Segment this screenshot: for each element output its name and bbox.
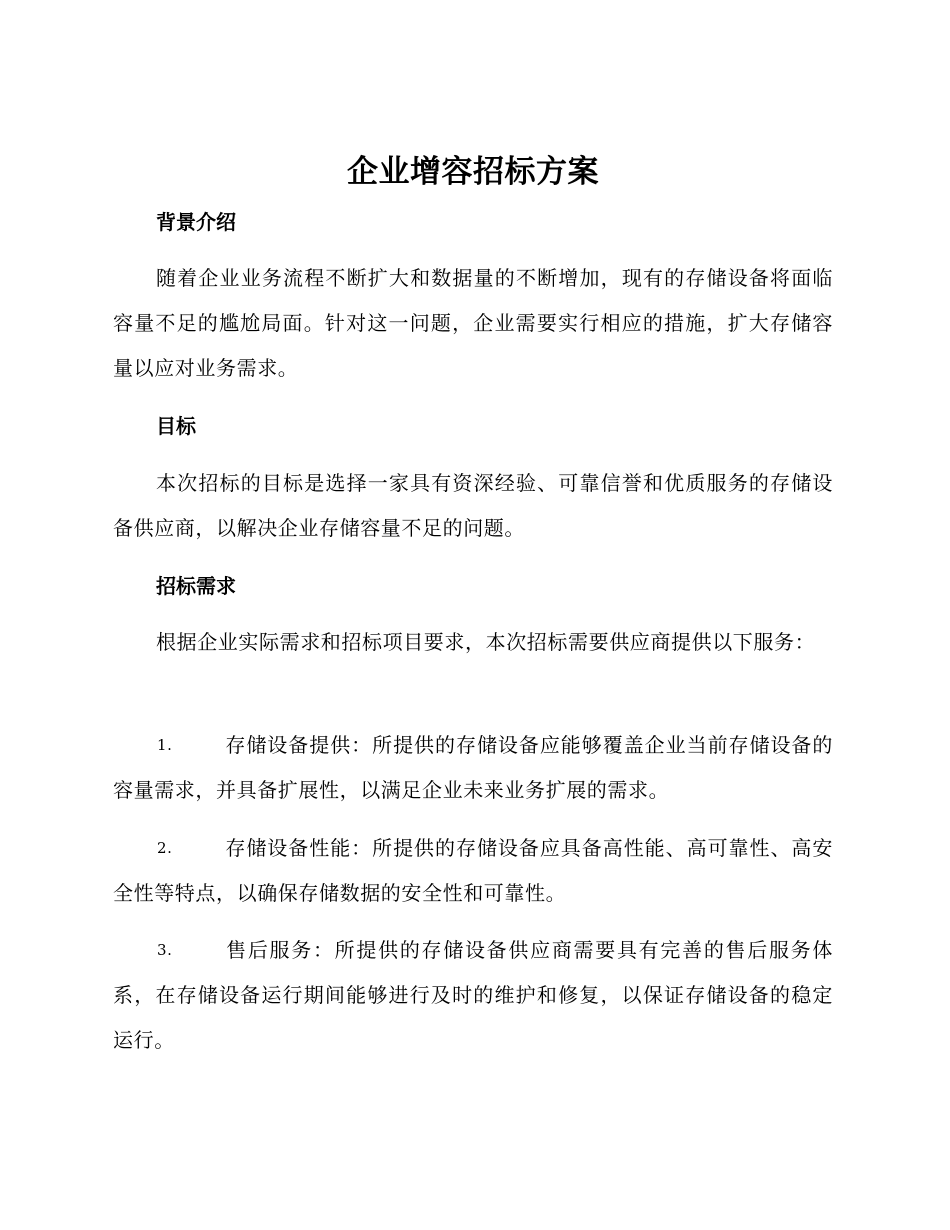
list-item-text: 存储设备性能：所提供的存储设备应具备高性能、高可靠性、高安全性等特点，以确保存储数据的安全性和可靠性。 [113, 836, 833, 905]
list-item [113, 826, 833, 916]
requirements-intro-paragraph: 根据企业实际需求和招标项目要求，本次招标需要供应商提供以下服务： [156, 630, 816, 654]
page-title: 企业增容招标方案 [347, 154, 599, 190]
list-item-number: 1. [157, 736, 173, 754]
list-item-number: 3. [157, 941, 173, 959]
goal-paragraph: 本次招标的目标是选择一家具有资深经验、可靠信誉和优质服务的存储设备供应商，以解决企业存储容量不足的问题。 [113, 471, 833, 540]
section-heading-goal: 目标 [156, 414, 196, 438]
list-item-text: 存储设备提供：所提供的存储设备应能够覆盖企业当前存储设备的容量需求，并具备扩展性，以满足企业未来业务扩展的需求。 [113, 733, 833, 802]
section-heading-background: 背景介绍 [156, 210, 236, 234]
section-heading-requirements: 招标需求 [156, 574, 236, 598]
list-item [113, 928, 833, 1063]
list-item [113, 723, 833, 813]
background-paragraph: 随着企业业务流程不断扩大和数据量的不断增加，现有的存储设备将面临容量不足的尴尬局面。针对这一问题，企业需要实行相应的措施，扩大存储容量以应对业务需求。 [113, 266, 833, 380]
list-item-number: 2. [157, 839, 173, 857]
list-item-text: 售后服务：所提供的存储设备供应商需要具有完善的售后服务体系，在存储设备运行期间能够进行及时的维护和修复，以保证存储设备的稳定运行。 [113, 938, 833, 1052]
